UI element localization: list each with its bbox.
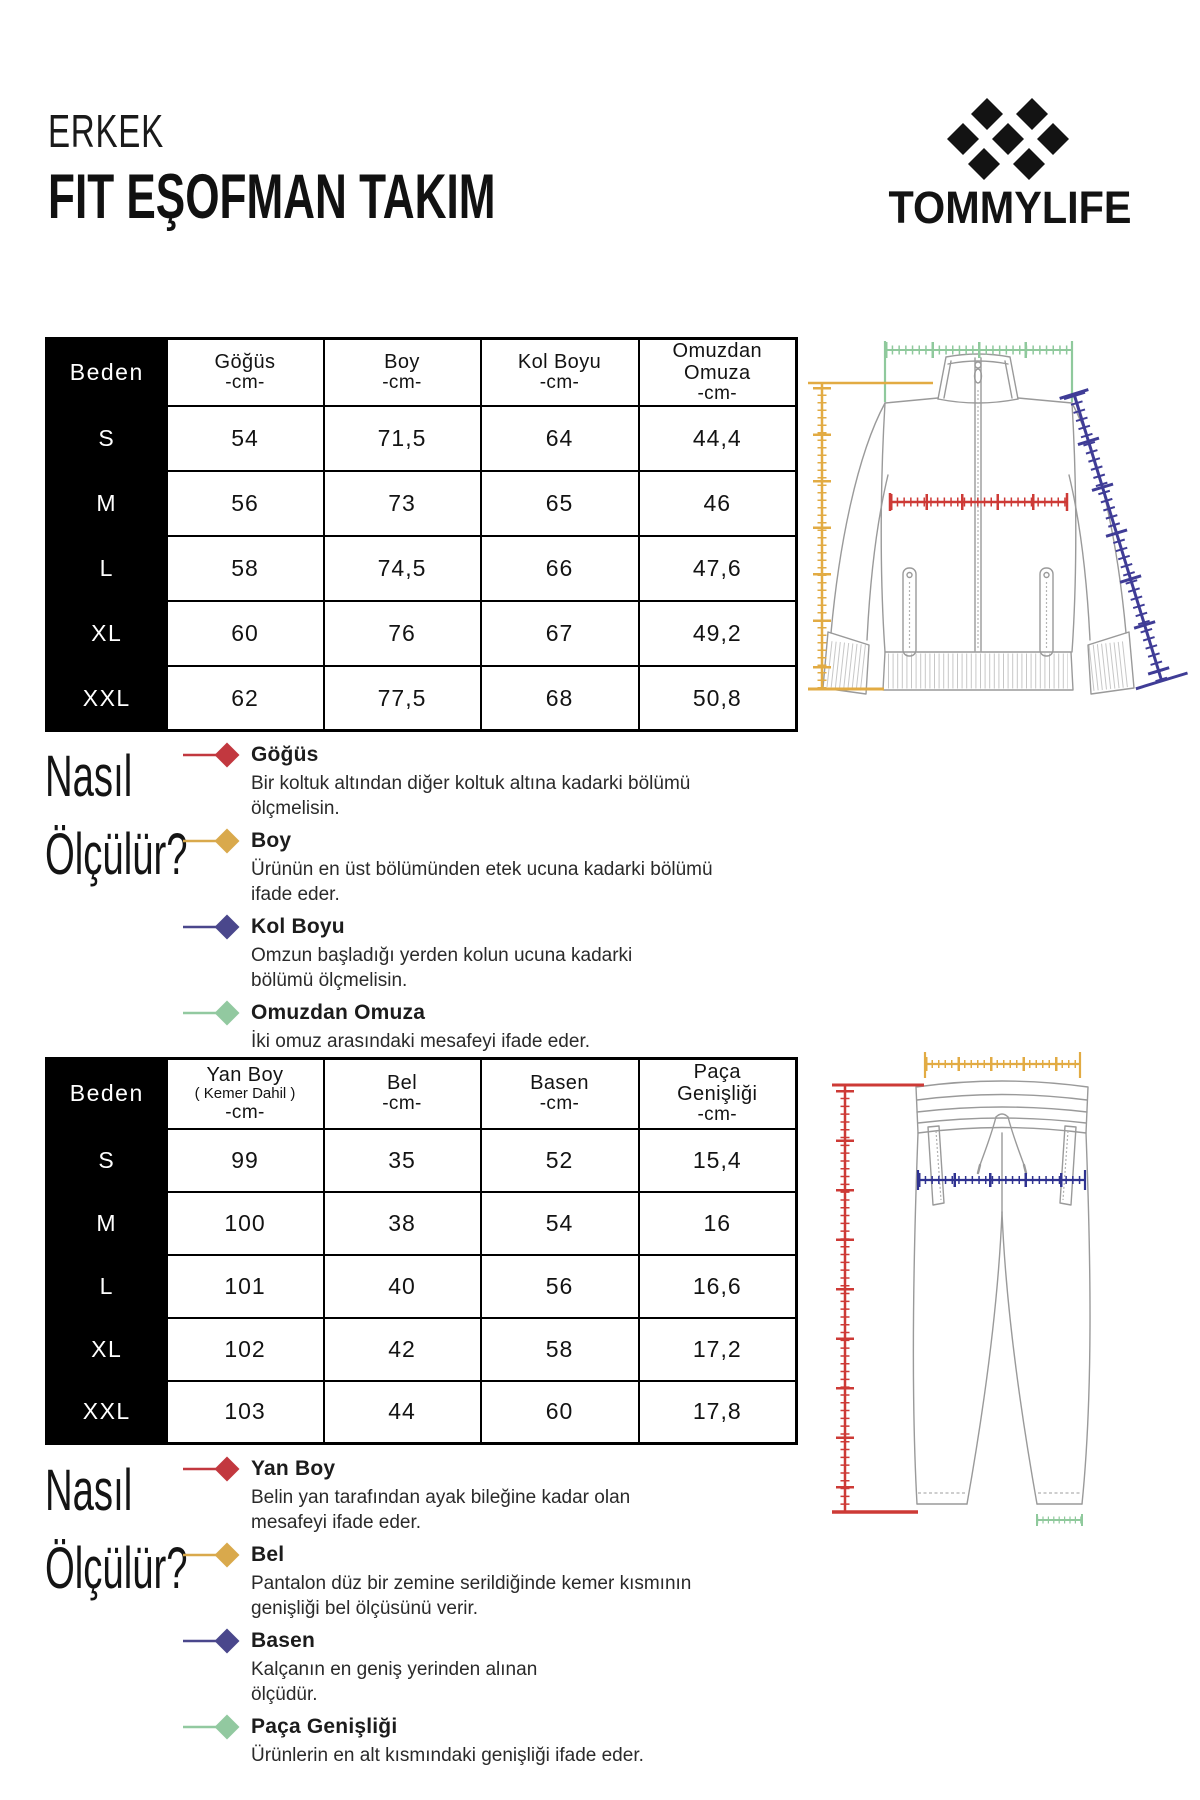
value-cell: 47,6 — [639, 536, 797, 601]
value-cell: 17,2 — [639, 1318, 797, 1381]
size-cell: M — [47, 1192, 167, 1255]
size-cell: S — [47, 406, 167, 471]
measure-name: Boy — [251, 829, 292, 852]
measure-item-bel — [183, 1540, 768, 1621]
table-row — [47, 666, 797, 731]
diamond-marker-icon — [183, 1454, 241, 1484]
table-row — [47, 1381, 797, 1444]
diamond-marker-icon — [183, 912, 241, 942]
column-header: Bel -cm- — [324, 1059, 481, 1129]
value-cell: 100 — [167, 1192, 324, 1255]
table-row — [47, 1129, 797, 1192]
jacket-zip-teeth — [910, 390, 1047, 648]
measure-desc: Omzun başladığı yerden kolun ucuna kadarki bölümü ölçmelisin. — [251, 945, 633, 991]
measure-desc: Belin yan tarafından ayak bileğine kadar olan mesafeyi ifade eder. — [251, 1487, 631, 1533]
side-length-tape — [832, 1085, 924, 1512]
value-cell: 56 — [167, 471, 324, 536]
measure-legend-jacket — [183, 740, 768, 1059]
pants-size-table — [45, 1057, 798, 1445]
table-row — [47, 406, 797, 471]
column-header: Yan Boy ( Kemer Dahil ) -cm- — [167, 1059, 324, 1129]
measure-item-boy — [183, 826, 768, 907]
value-cell: 62 — [167, 666, 324, 731]
column-header: Göğüs -cm- — [167, 339, 324, 406]
value-cell: 71,5 — [324, 406, 481, 471]
value-cell: 54 — [167, 406, 324, 471]
product-title: FIT EŞOFMAN TAKIM — [48, 162, 496, 232]
value-cell: 54 — [481, 1192, 639, 1255]
value-cell: 68 — [481, 666, 639, 731]
value-cell: 60 — [481, 1381, 639, 1444]
column-header: Boy -cm- — [324, 339, 481, 406]
value-cell: 49,2 — [639, 601, 797, 666]
diamond-marker-icon — [183, 1540, 241, 1570]
measure-desc: Ürünlerin en alt kısmındaki genişliği ifade eder. — [251, 1745, 644, 1766]
measure-item-omuzdan-omuza — [183, 998, 768, 1054]
measure-desc: İki omuz arasındaki mesafeyi ifade eder. — [251, 1031, 591, 1052]
value-cell: 76 — [324, 601, 481, 666]
measure-desc: Kalçanın en geniş yerinden alınan ölçüdür. — [251, 1659, 538, 1705]
measure-name: Göğüs — [251, 743, 319, 766]
measure-name: Paça Genişliği — [251, 1715, 398, 1738]
measure-legend-pants — [183, 1454, 768, 1773]
value-cell: 77,5 — [324, 666, 481, 731]
value-cell: 60 — [167, 601, 324, 666]
size-cell: XL — [47, 1318, 167, 1381]
table-row — [47, 1318, 797, 1381]
value-cell: 67 — [481, 601, 639, 666]
value-cell: 74,5 — [324, 536, 481, 601]
value-cell: 46 — [639, 471, 797, 536]
value-cell: 35 — [324, 1129, 481, 1192]
measure-desc: Ürünün en üst bölümünden etek ucuna kadarki bölümü ifade eder. — [251, 859, 713, 905]
table-row — [47, 1192, 797, 1255]
value-cell: 73 — [324, 471, 481, 536]
value-cell: 99 — [167, 1129, 324, 1192]
value-cell: 101 — [167, 1255, 324, 1318]
measure-desc: Bir koltuk altından diğer koltuk altına kadarki bölümü ölçmelisin. — [251, 773, 691, 819]
size-column-header: Beden — [47, 1059, 167, 1129]
size-cell: L — [47, 1255, 167, 1318]
value-cell: 44,4 — [639, 406, 797, 471]
value-cell: 50,8 — [639, 666, 797, 731]
diamond-marker-icon — [183, 740, 241, 770]
value-cell: 65 — [481, 471, 639, 536]
shoulder-to-shoulder-tape — [885, 341, 1072, 402]
measure-item-basen — [183, 1626, 768, 1707]
size-cell: XXL — [47, 666, 167, 731]
value-cell: 66 — [481, 536, 639, 601]
value-cell: 15,4 — [639, 1129, 797, 1192]
diamond-marker-icon — [183, 1712, 241, 1742]
diamond-marker-icon — [183, 998, 241, 1028]
size-cell: XXL — [47, 1381, 167, 1444]
measure-item-yan-boy — [183, 1454, 768, 1535]
value-cell: 16,6 — [639, 1255, 797, 1318]
sleeve-length-tape — [1048, 386, 1187, 689]
diamond-marker-icon — [183, 1626, 241, 1656]
measure-name: Omuzdan Omuza — [251, 1001, 426, 1024]
how-to-measure-heading: Nasıl Ölçülür? — [45, 1458, 188, 1601]
value-cell: 16 — [639, 1192, 797, 1255]
table-header-row — [47, 339, 797, 406]
value-cell: 44 — [324, 1381, 481, 1444]
measure-name: Basen — [251, 1629, 316, 1652]
measure-desc: Pantalon düz bir zemine serildiğinde kemer kısmının genişliği bel ölçüsünü verir. — [251, 1573, 692, 1619]
table-row — [47, 536, 797, 601]
jacket-diagram — [780, 295, 1192, 707]
diamond-marker-icon — [183, 826, 241, 856]
brand-name: TOMMYLIFE — [888, 182, 1132, 233]
category-title: ERKEK — [48, 105, 164, 157]
hem-width-tape — [1037, 1514, 1082, 1526]
value-cell: 102 — [167, 1318, 324, 1381]
waist-tape — [925, 1052, 1080, 1078]
jacket-size-table — [45, 337, 798, 732]
size-cell: M — [47, 471, 167, 536]
value-cell: 58 — [167, 536, 324, 601]
value-cell: 56 — [481, 1255, 639, 1318]
value-cell: 38 — [324, 1192, 481, 1255]
jacket-ribbing — [829, 664, 1128, 671]
brand-logo — [946, 93, 1072, 185]
value-cell: 103 — [167, 1381, 324, 1444]
table-header-row — [47, 1059, 797, 1129]
table-row — [47, 471, 797, 536]
measure-item-kol-boyu — [183, 912, 768, 993]
value-cell: 17,8 — [639, 1381, 797, 1444]
value-cell: 64 — [481, 406, 639, 471]
column-header: Omuzdan Omuza -cm- — [639, 339, 797, 406]
value-cell: 58 — [481, 1318, 639, 1381]
value-cell: 40 — [324, 1255, 481, 1318]
column-header: Basen -cm- — [481, 1059, 639, 1129]
how-to-measure-heading: Nasıl Ölçülür? — [45, 744, 188, 887]
column-header: Kol Boyu -cm- — [481, 339, 639, 406]
size-cell: XL — [47, 601, 167, 666]
pants-diagram — [798, 1040, 1200, 1536]
pants-outline — [913, 1081, 1090, 1504]
size-cell: L — [47, 536, 167, 601]
value-cell: 42 — [324, 1318, 481, 1381]
value-cell: 52 — [481, 1129, 639, 1192]
measure-name: Kol Boyu — [251, 915, 345, 938]
measure-name: Bel — [251, 1543, 285, 1566]
table-row — [47, 1255, 797, 1318]
measure-item-paca-genisligi — [183, 1712, 768, 1768]
table-row — [47, 601, 797, 666]
brand-diamond-icon — [946, 93, 1072, 185]
size-cell: S — [47, 1129, 167, 1192]
measure-name: Yan Boy — [251, 1457, 336, 1480]
size-column-header: Beden — [47, 339, 167, 406]
measure-item-gogus — [183, 740, 768, 821]
column-header: Paça Genişliği -cm- — [639, 1059, 797, 1129]
